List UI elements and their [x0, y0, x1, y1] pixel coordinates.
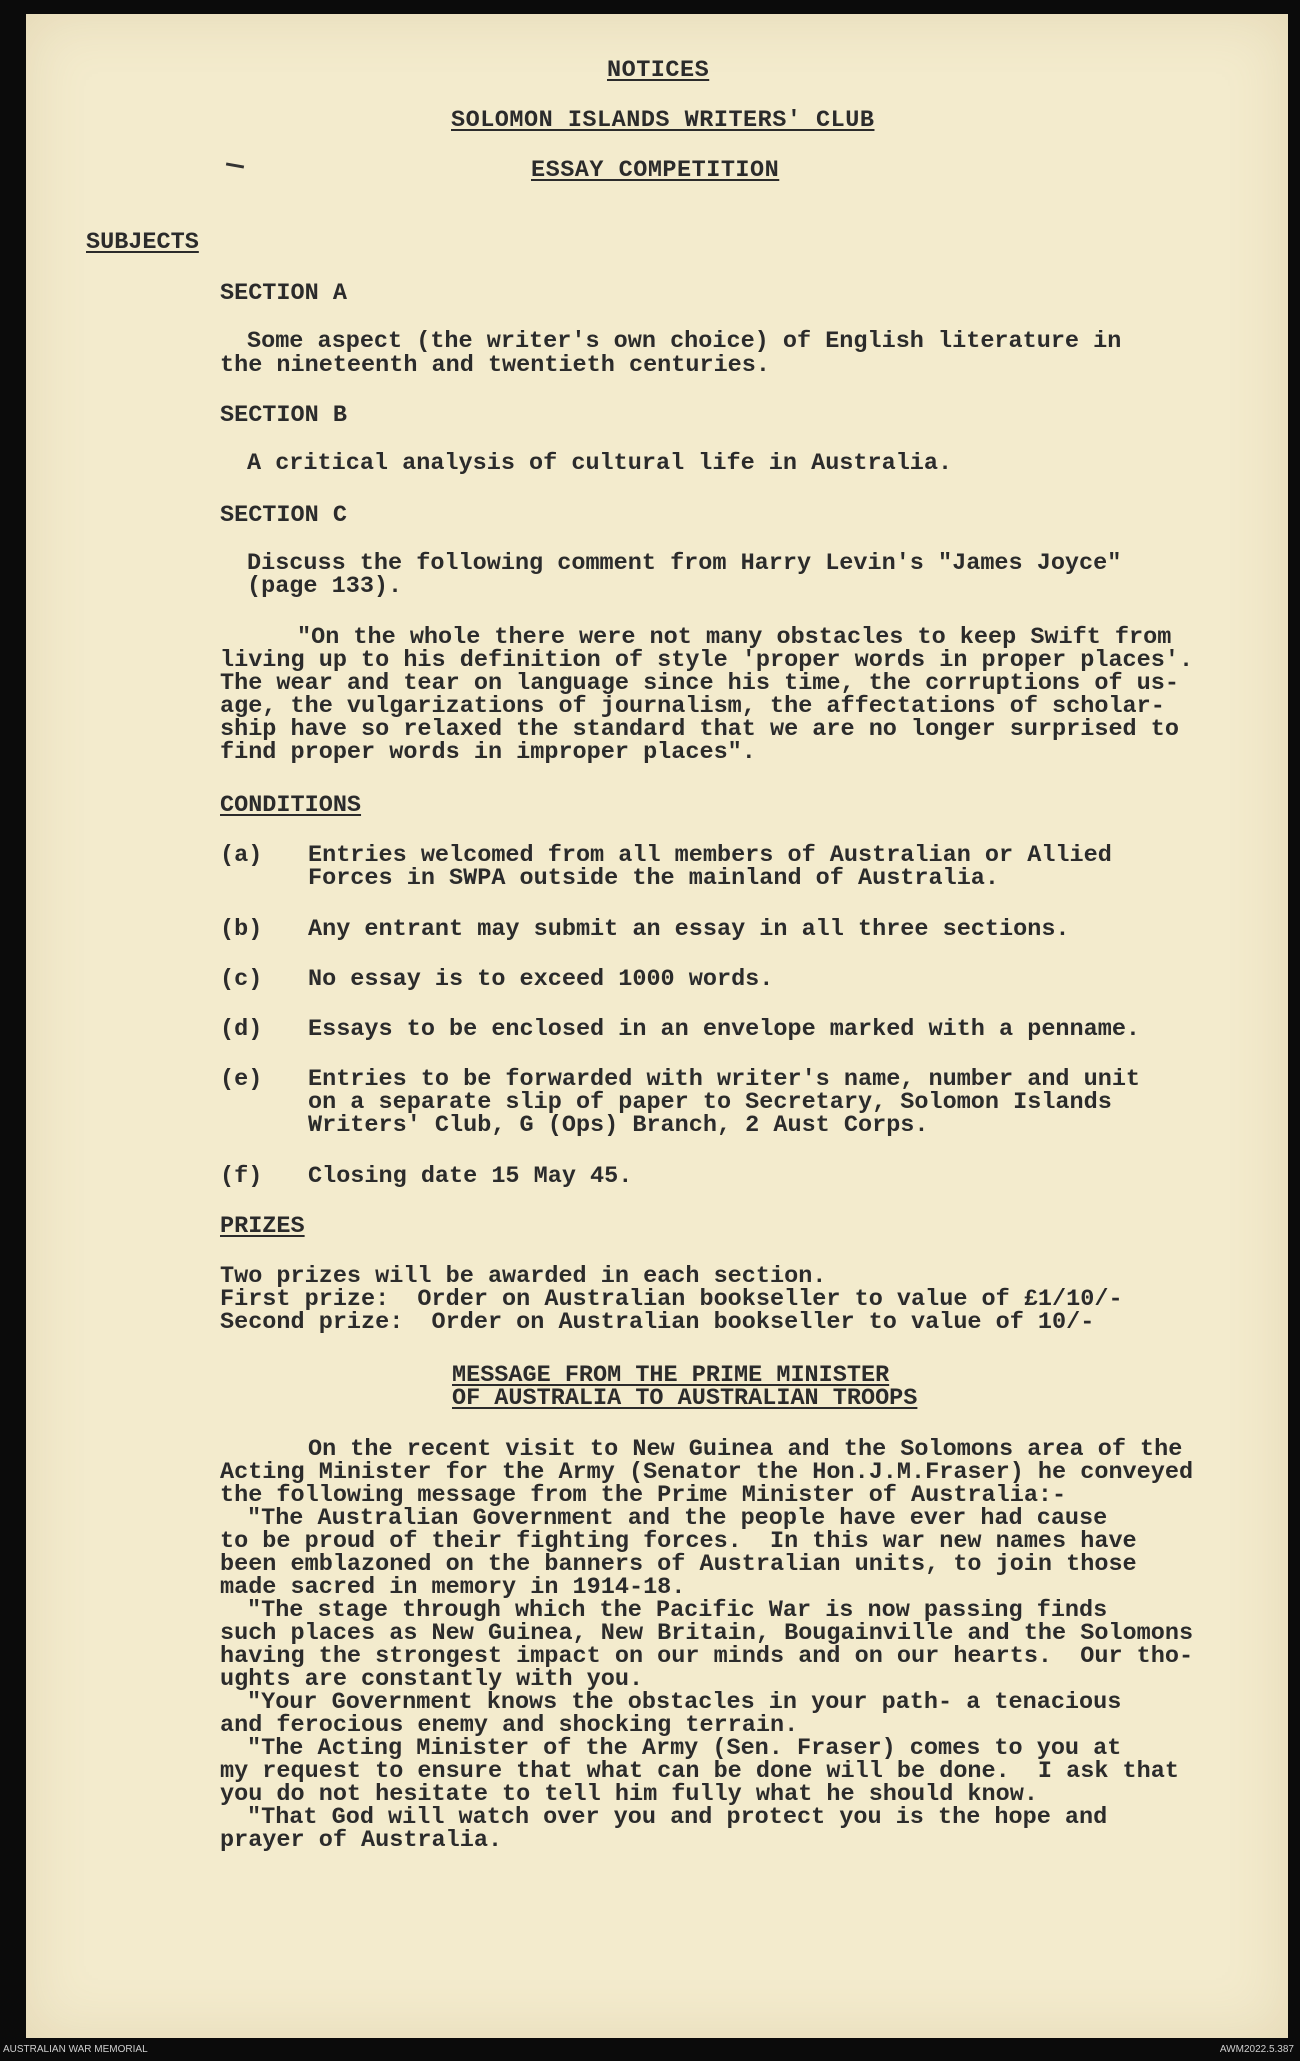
condition-text: Entries welcomed from all members of Australian or Allied: [308, 842, 1112, 869]
section-c-line: (page 133).: [247, 573, 403, 600]
message-line: my request to ensure that what can be done will be done. I ask that: [220, 1758, 1179, 1785]
prize-line: Second prize: Order on Australian bookseller to value of 10/-: [220, 1309, 1095, 1336]
condition-text: Closing date 15 May 45.: [308, 1163, 633, 1190]
message-line: "That God will watch over you and protect you is the hope and: [247, 1804, 1108, 1831]
footer-accession: AWM2022.5.387: [1219, 2044, 1294, 2055]
message-line: "The Acting Minister of the Army (Sen. Fraser) comes to you at: [247, 1735, 1122, 1762]
prize-line: Two prizes will be awarded in each section.: [220, 1263, 827, 1290]
condition-label: (f): [220, 1163, 263, 1190]
message-line: and ferocious enemy and shocking terrain.: [220, 1712, 799, 1739]
message-line: made sacred in memory in 1914-18.: [220, 1574, 686, 1601]
section-b-line: A critical analysis of cultural life in Australia.: [247, 450, 953, 477]
club-heading: SOLOMON ISLANDS WRITERS' CLUB: [451, 107, 875, 134]
quote-line: "On the whole there were not many obstacles to keep Swift from: [297, 624, 1172, 651]
notices-heading: NOTICES: [607, 57, 710, 84]
quote-line: living up to his definition of style 'proper words in proper places'.: [220, 647, 1194, 674]
subjects-heading: SUBJECTS: [86, 229, 199, 256]
message-line: you do not hesitate to tell him fully what he should know.: [220, 1781, 1038, 1808]
competition-heading: ESSAY COMPETITION: [531, 157, 780, 184]
condition-text: on a separate slip of paper to Secretary, Solomon Islands: [308, 1089, 1112, 1116]
condition-label: (d): [220, 1016, 263, 1043]
message-line: "Your Government knows the obstacles in your path- a tenacious: [247, 1689, 1122, 1716]
message-line: "The stage through which the Pacific War is now passing finds: [247, 1597, 1108, 1624]
condition-label: (b): [220, 916, 263, 943]
condition-text: Essays to be enclosed in an envelope marked with a penname.: [308, 1016, 1141, 1043]
message-line: to be proud of their fighting forces. In this war new names have: [220, 1528, 1137, 1555]
document-body: [26, 14, 1288, 2038]
condition-label: (c): [220, 966, 263, 993]
section-b-title: SECTION B: [220, 402, 347, 429]
condition-text: Writers' Club, G (Ops) Branch, 2 Aust Corps.: [308, 1112, 929, 1139]
footer-institution: AUSTRALIAN WAR MEMORIAL: [3, 2044, 148, 2055]
message-heading: OF AUSTRALIA TO AUSTRALIAN TROOPS: [452, 1385, 918, 1412]
section-a-title: SECTION A: [220, 280, 347, 307]
condition-text: Forces in SWPA outside the mainland of Australia.: [308, 865, 1000, 892]
quote-line: ship have so relaxed the standard that we are no longer surprised to: [220, 716, 1179, 743]
message-line: ughts are constantly with you.: [220, 1666, 644, 1693]
condition-text: No essay is to exceed 1000 words.: [308, 966, 774, 993]
condition-text: Any entrant may submit an essay in all three sections.: [308, 916, 1070, 943]
message-line: having the strongest impact on our minds and on our hearts. Our tho-: [220, 1643, 1194, 1670]
message-line: been emblazoned on the banners of Australian units, to join those: [220, 1551, 1137, 1578]
section-a-line: Some aspect (the writer's own choice) of English literature in: [247, 328, 1122, 355]
quote-line: The wear and tear on language since his time, the corruptions of us-: [220, 670, 1179, 697]
message-line: the following message from the Prime Minister of Australia:-: [220, 1482, 1067, 1509]
section-c-title: SECTION C: [220, 502, 347, 529]
prizes-heading: PRIZES: [220, 1213, 305, 1240]
message-line: Acting Minister for the Army (Senator the Hon.J.M.Fraser) he conveyed: [220, 1459, 1194, 1486]
condition-label: (a): [220, 842, 263, 869]
prize-line: First prize: Order on Australian bookseller to value of £1/10/-: [220, 1286, 1123, 1313]
message-line: prayer of Australia.: [220, 1827, 503, 1854]
conditions-heading: CONDITIONS: [220, 792, 362, 819]
condition-text: Entries to be forwarded with writer's name, number and unit: [308, 1066, 1141, 1093]
condition-label: (e): [220, 1066, 263, 1093]
section-a-line: the nineteenth and twentieth centuries.: [220, 352, 770, 379]
message-line: such places as New Guinea, New Britain, Bougainville and the Solomons: [220, 1620, 1194, 1647]
message-heading: MESSAGE FROM THE PRIME MINISTER: [452, 1362, 890, 1389]
paper-sheet: [26, 14, 1288, 2038]
message-line: "The Australian Government and the people have ever had cause: [247, 1505, 1108, 1532]
message-line: On the recent visit to New Guinea and the Solomons area of the: [308, 1436, 1183, 1463]
quote-line: find proper words in improper places".: [220, 739, 756, 766]
quote-line: age, the vulgarizations of journalism, the affectations of scholar-: [220, 693, 1165, 720]
section-c-line: Discuss the following comment from Harry Levin's "James Joyce": [247, 550, 1122, 577]
archive-footer: [0, 2038, 1300, 2061]
